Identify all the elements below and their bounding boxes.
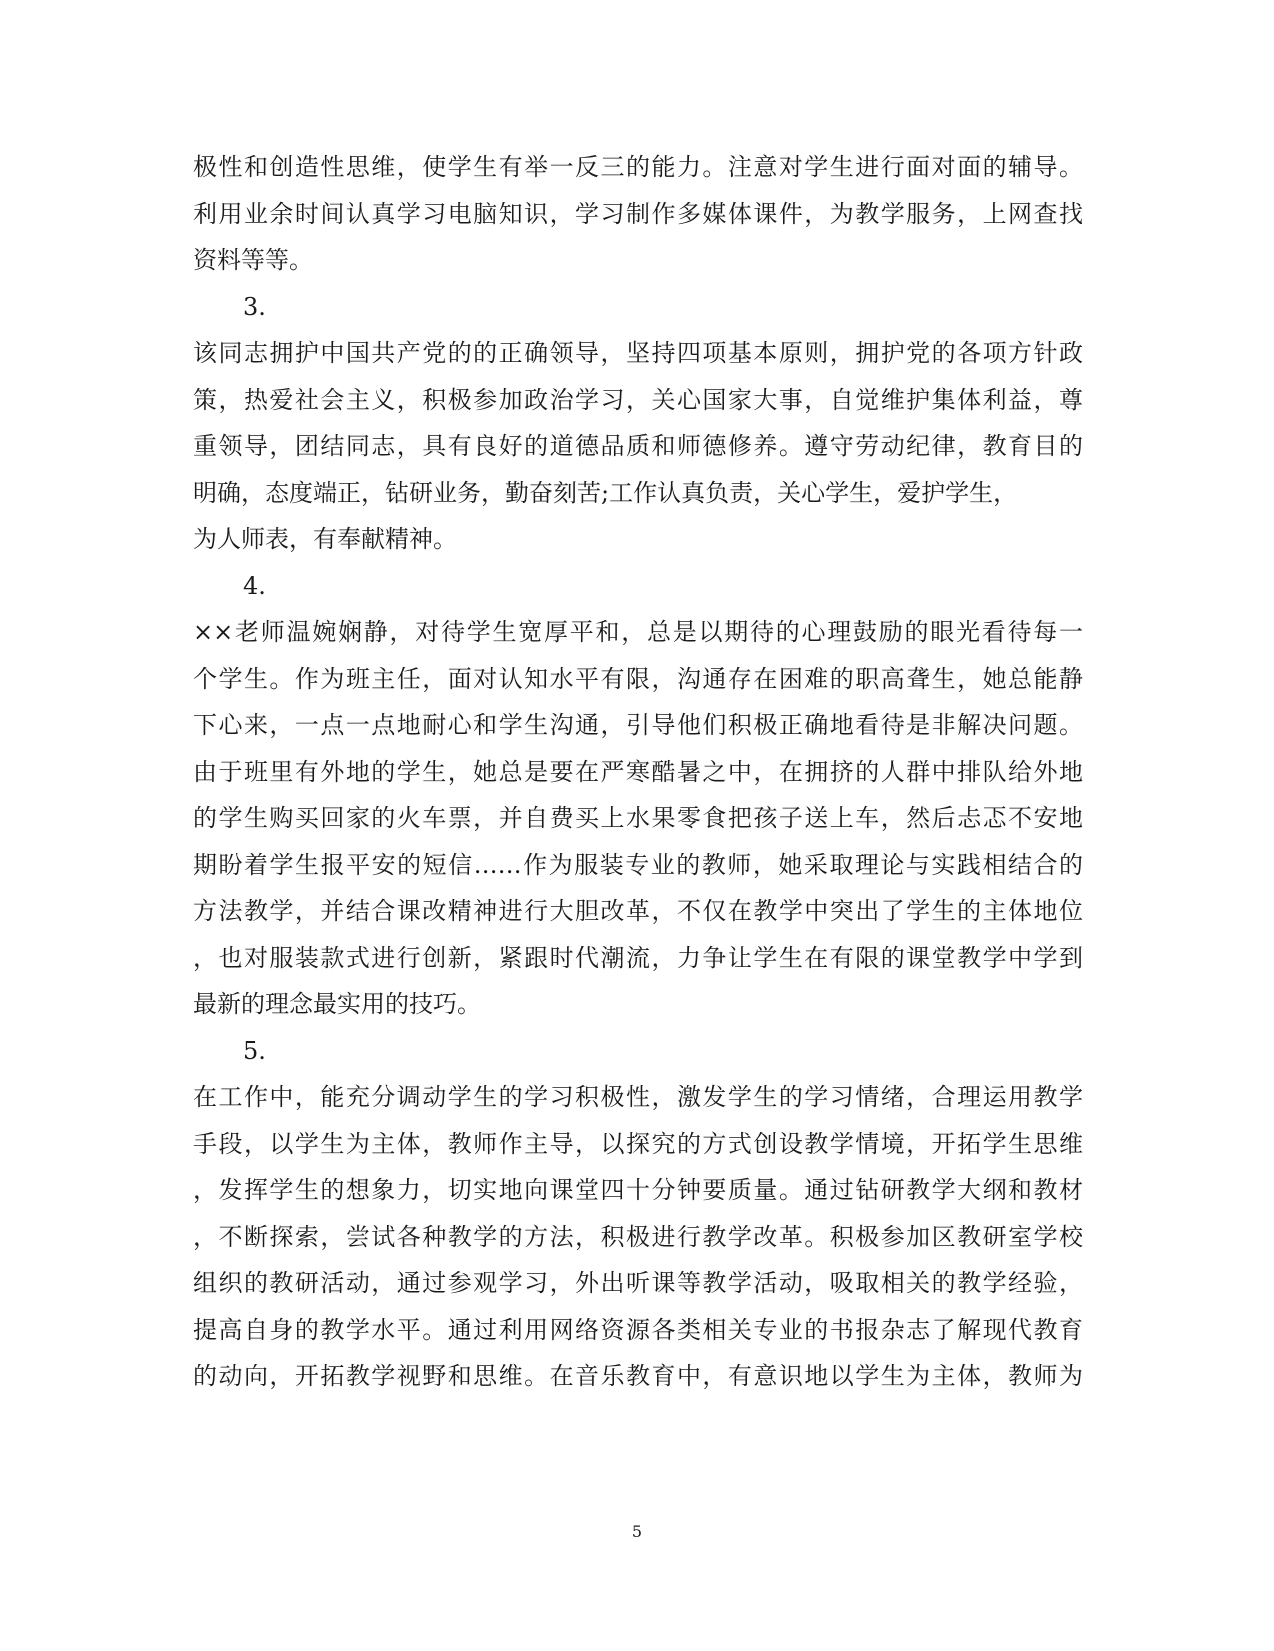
section-number: 5. [243,1037,266,1065]
body-text-line: 在工作中，能充分调动学生的学习积极性，激发学生的学习情绪，合理运用教学 [193,1083,1083,1111]
body-text-line: ，发挥学生的想象力，切实地向课堂四十分钟要质量。通过钻研教学大纲和教材 [193,1176,1083,1204]
body-text-line: 利用业余时间认真学习电脑知识，学习制作多媒体课件，为教学服务，上网查找 [193,200,1083,228]
body-text-line: 下心来，一点一点地耐心和学生沟通，引导他们积极正确地看待是非解决问题。 [193,711,1083,739]
body-text-line: ，也对服装款式进行创新，紧跟时代潮流，力争让学生在有限的课堂教学中学到 [193,944,1083,972]
section-number: 4. [243,572,266,600]
body-text-line: 明确，态度端正，钻研业务，勤奋刻苦;工作认真负责，关心学生，爱护学生， [193,479,1018,507]
body-text-line: 为人师表，有奉献精神。 [193,525,457,553]
body-text-line: 最新的理念最实用的技巧。 [193,990,481,1018]
body-text-line: 方法教学，并结合课改精神进行大胆改革，不仅在教学中突出了学生的主体地位 [193,897,1083,925]
section-number: 3. [243,293,266,321]
page-number: 5 [631,1522,643,1541]
body-text-line: 由于班里有外地的学生，她总是要在严寒酷暑之中，在拥挤的人群中排队给外地 [193,758,1083,786]
body-text-line: ××老师温婉娴静，对待学生宽厚平和，总是以期待的心理鼓励的眼光看待每一 [193,618,1083,646]
body-text-line: ，不断探索，尝试各种教学的方法，积极进行教学改革。积极参加区教研室学校 [193,1223,1083,1251]
body-text-line: 手段，以学生为主体，教师作主导，以探究的方式创设教学情境，开拓学生思维 [193,1130,1083,1158]
body-text-line: 的动向，开拓教学视野和思维。在音乐教育中，有意识地以学生为主体，教师为 [193,1362,1083,1390]
body-text-line: 组织的教研活动，通过参观学习，外出听课等教学活动，吸取相关的教学经验， [193,1269,1083,1297]
body-text-line: 重领导，团结同志，具有良好的道德品质和师德修养。遵守劳动纪律，教育目的 [193,432,1083,460]
body-text-line: 该同志拥护中国共产党的的正确领导，坚持四项基本原则，拥护党的各项方针政 [193,339,1083,367]
body-text-line: 策，热爱社会主义，积极参加政治学习，关心国家大事，自觉维护集体利益，尊 [193,386,1083,414]
body-text-line: 期盼着学生报平安的短信……作为服装专业的教师，她采取理论与实践相结合的 [193,851,1083,879]
body-text-line: 提高自身的教学水平。通过利用网络资源各类相关专业的书报杂志了解现代教育 [193,1316,1083,1344]
body-text-line: 极性和创造性思维，使学生有举一反三的能力。注意对学生进行面对面的辅导。 [193,153,1083,181]
body-text-line: 个学生。作为班主任，面对认知水平有限，沟通存在困难的职高聋生，她总能静 [193,665,1083,693]
body-text-line: 的学生购买回家的火车票，并自费买上水果零食把孩子送上车，然后忐忑不安地 [193,804,1083,832]
body-text-line: 资料等等。 [193,246,313,274]
